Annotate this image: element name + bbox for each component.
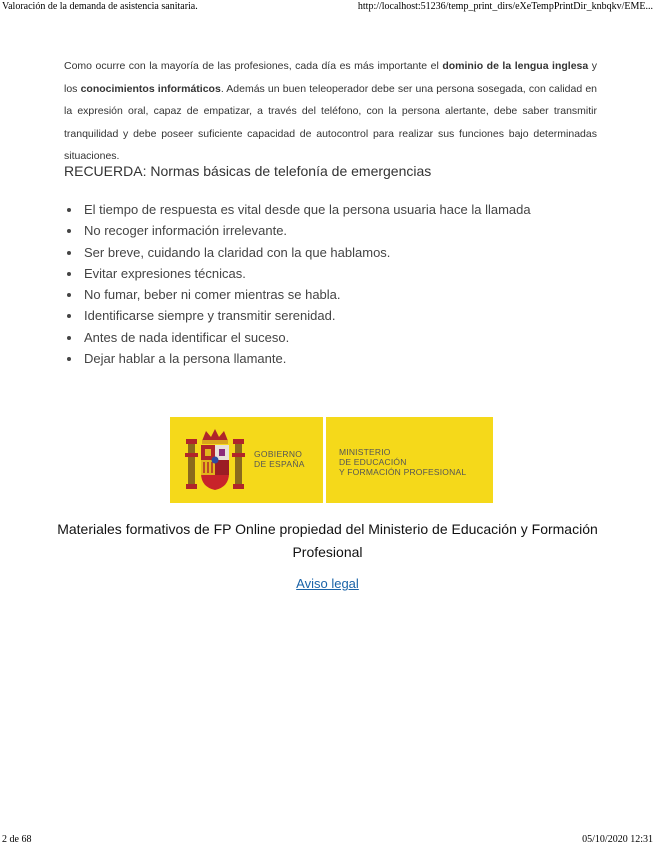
ownership-notice: Materiales formativos de FP Online propiedad del Ministerio de Educación y Formación Profesional xyxy=(57,521,598,560)
page-counter: 2 de 68 xyxy=(2,834,32,845)
print-datetime: 05/10/2020 12:31 xyxy=(582,834,653,845)
list-item: • Dejar hablar a la persona llamante. xyxy=(82,348,531,369)
ministry-logo xyxy=(170,417,493,503)
legal-notice-link[interactable]: Aviso legal xyxy=(296,576,359,591)
list-item: • Evitar expresiones técnicas. xyxy=(82,263,531,284)
ministerio-line-1: MINISTERIO xyxy=(339,447,391,457)
ministerio-line-3: Y FORMACIÓN PROFESIONAL xyxy=(339,467,467,477)
intro-paragraph xyxy=(64,55,597,168)
list-item: • Identificarse siempre y transmitir serenidad. xyxy=(82,305,531,326)
intro-text-2: y los xyxy=(64,60,597,95)
coat-of-arms-icon xyxy=(184,427,246,493)
logo-divider xyxy=(323,417,326,503)
list-item: • Ser breve, cuidando la claridad con la que hablamos. xyxy=(82,242,531,263)
document-title: Valoración de la demanda de asistencia sanitaria. xyxy=(2,1,198,12)
list-item: • Antes de nada identificar el suceso. xyxy=(82,327,531,348)
list-item: • El tiempo de respuesta es vital desde que la persona usuaria hace la llamada xyxy=(82,199,531,220)
intro-bold-english: dominio de la lengua inglesa xyxy=(442,60,589,72)
gobierno-line-1: GOBIERNO xyxy=(254,449,303,459)
intro-text-3: . Además un buen teleoperador debe ser una persona sosegada, con calidad en la expresión oral, capaz de empatizar, a través del teléfono, con la persona alertante, debe saber transmitir tranquilidad y debe poseer suficiente capacidad de autocontrol para realizar sus funciones bajo determinadas situaciones. xyxy=(64,82,598,162)
document-url: http://localhost:51236/temp_print_dirs/eXeTempPrintDir_knbqkv/EME... xyxy=(357,1,653,12)
ministerio-line-2: DE EDUCACIÓN xyxy=(339,457,407,467)
gobierno-label xyxy=(254,449,305,469)
intro-text-1: Como ocurre con la mayoría de las profesiones, cada día es más importante el xyxy=(64,60,443,72)
print-header xyxy=(0,0,655,14)
gobierno-line-2: DE ESPAÑA xyxy=(254,459,305,469)
rules-list xyxy=(62,199,531,369)
list-item: • No fumar, beber ni comer mientras se habla. xyxy=(82,284,531,305)
list-item: • No recoger información irrelevante. xyxy=(82,220,531,241)
ministerio-label xyxy=(339,447,466,477)
print-footer xyxy=(0,834,655,848)
section-title: RECUERDA: Normas básicas de telefonía de emergencias xyxy=(64,163,432,179)
intro-bold-informatics: conocimientos informáticos xyxy=(80,82,221,95)
